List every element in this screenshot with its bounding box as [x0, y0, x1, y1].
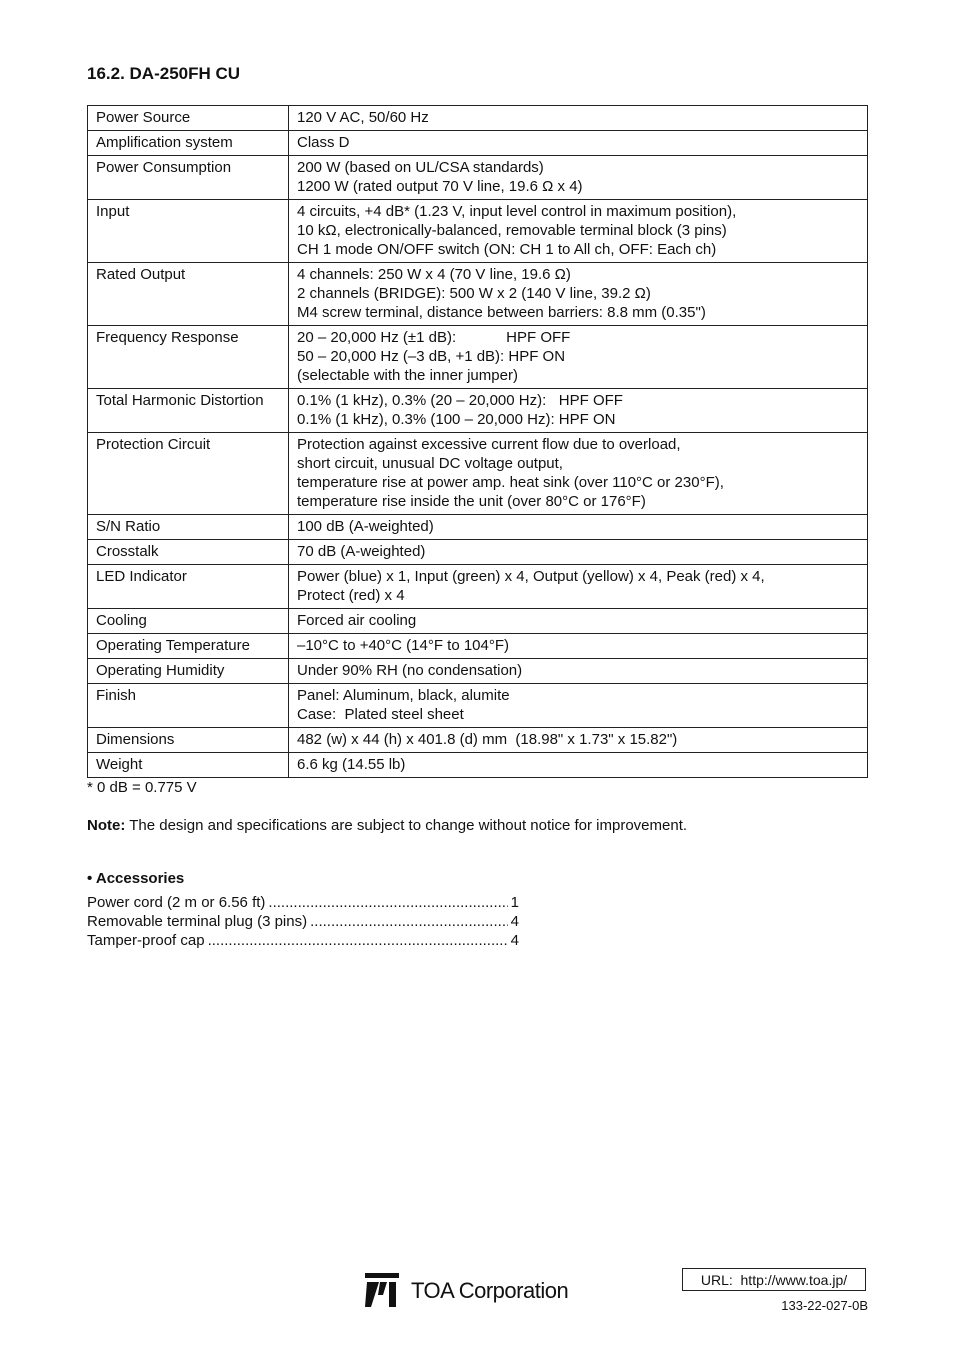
spec-row: [88, 326, 868, 389]
spec-value: [289, 156, 868, 200]
toa-logo: [365, 1273, 568, 1309]
spec-value-line: 200 W (based on UL/CSA standards): [297, 159, 544, 176]
spec-value-line: 4 circuits, +4 dB* (1.23 V, input level control in maximum position),: [297, 203, 737, 220]
spec-value-line: 0.1% (1 kHz), 0.3% (20 – 20,000 Hz): HPF OFF: [297, 392, 623, 409]
note: [87, 817, 687, 834]
spec-value-line: 4 channels: 250 W x 4 (70 V line, 19.6 Ω): [297, 266, 571, 283]
spec-label: Power Source: [88, 106, 289, 131]
spec-label: Cooling: [88, 609, 289, 634]
spec-value: [289, 389, 868, 433]
spec-value-line: Case: Plated steel sheet: [297, 706, 464, 723]
spec-value: [289, 326, 868, 389]
spec-row: [88, 659, 868, 684]
spec-label: Total Harmonic Distortion: [88, 389, 289, 433]
spec-row: [88, 609, 868, 634]
spec-value: [289, 634, 868, 659]
spec-label: Amplification system: [88, 131, 289, 156]
spec-value-line: temperature rise at power amp. heat sink (over 110°C or 230°F),: [297, 474, 724, 491]
spec-label: Dimensions: [88, 728, 289, 753]
spec-value-line: (selectable with the inner jumper): [297, 367, 518, 384]
spec-value-line: –10°C to +40°C (14°F to 104°F): [297, 637, 510, 654]
accessory-name: Power cord (2 m or 6.56 ft): [87, 894, 266, 911]
spec-value: [289, 200, 868, 263]
company-name: TOA Corporation: [411, 1278, 569, 1303]
spec-label: S/N Ratio: [88, 515, 289, 540]
spec-value: [289, 753, 868, 778]
spec-value-line: M4 screw terminal, distance between barriers: 8.8 mm (0.35"): [297, 304, 706, 321]
spec-value-line: Protect (red) x 4: [297, 587, 405, 604]
accessory-qty: 4: [510, 932, 519, 949]
spec-row: [88, 634, 868, 659]
spec-value-line: 482 (w) x 44 (h) x 401.8 (d) mm (18.98" x 1.73" x 15.82"): [297, 731, 678, 748]
dot-leader: [310, 912, 508, 931]
spec-value: [289, 433, 868, 515]
spec-row: [88, 515, 868, 540]
spec-value: [289, 106, 868, 131]
accessories-title: • Accessories: [87, 870, 185, 887]
accessories-list: [87, 893, 519, 950]
spec-value: [289, 609, 868, 634]
spec-label: Input: [88, 200, 289, 263]
spec-row: [88, 684, 868, 728]
accessory-name: Tamper-proof cap: [87, 932, 205, 949]
spec-row: [88, 728, 868, 753]
spec-table: [87, 105, 868, 778]
spec-label: Protection Circuit: [88, 433, 289, 515]
url-box: URL: http://www.toa.jp/: [682, 1268, 866, 1291]
dot-leader: [208, 931, 508, 950]
spec-label: Finish: [88, 684, 289, 728]
spec-value: [289, 565, 868, 609]
spec-value: [289, 540, 868, 565]
spec-row: [88, 433, 868, 515]
spec-value-line: 100 dB (A-weighted): [297, 518, 434, 535]
spec-value-line: Power (blue) x 1, Input (green) x 4, Output (yellow) x 4, Peak (red) x 4,: [297, 568, 765, 585]
accessory-item: [87, 931, 519, 950]
spec-row: [88, 565, 868, 609]
spec-value-line: Under 90% RH (no condensation): [297, 662, 523, 679]
spec-value-line: 6.6 kg (14.55 lb): [297, 756, 406, 773]
spec-value-line: Class D: [297, 134, 350, 151]
spec-row: [88, 540, 868, 565]
spec-value-line: Forced air cooling: [297, 612, 417, 629]
spec-row: [88, 131, 868, 156]
spec-row: [88, 106, 868, 131]
spec-value-line: Panel: Aluminum, black, alumite: [297, 687, 510, 704]
toa-logo-icon: [365, 1273, 399, 1309]
note-text: The design and specifications are subject to change without notice for improvement.: [125, 817, 688, 834]
spec-value: [289, 263, 868, 326]
accessory-qty: 1: [510, 894, 519, 911]
dot-leader: [268, 893, 507, 912]
spec-value-line: 20 – 20,000 Hz (±1 dB): HPF OFF: [297, 329, 571, 346]
footnote: * 0 dB = 0.775 V: [87, 779, 197, 796]
spec-label: Rated Output: [88, 263, 289, 326]
spec-value-line: Protection against excessive current flow due to overload,: [297, 436, 681, 453]
spec-value-line: short circuit, unusual DC voltage output,: [297, 455, 563, 472]
spec-row: [88, 200, 868, 263]
note-label: Note:: [87, 817, 126, 834]
spec-label: Operating Temperature: [88, 634, 289, 659]
spec-row: [88, 389, 868, 433]
spec-label: Weight: [88, 753, 289, 778]
accessory-item: [87, 893, 519, 912]
spec-value-line: 2 channels (BRIDGE): 500 W x 2 (140 V line, 39.2 Ω): [297, 285, 651, 302]
spec-value: [289, 131, 868, 156]
spec-label: LED Indicator: [88, 565, 289, 609]
accessory-name: Removable terminal plug (3 pins): [87, 913, 308, 930]
spec-value-line: 120 V AC, 50/60 Hz: [297, 109, 429, 126]
spec-value: [289, 684, 868, 728]
spec-value-line: CH 1 mode ON/OFF switch (ON: CH 1 to All ch, OFF: Each ch): [297, 241, 717, 258]
document-number: 133-22-027-0B: [781, 1298, 868, 1313]
section-heading: 16.2. DA-250FH CU: [87, 64, 241, 83]
spec-row: [88, 156, 868, 200]
accessory-qty: 4: [510, 913, 519, 930]
spec-value-line: 10 kΩ, electronically-balanced, removable terminal block (3 pins): [297, 222, 727, 239]
spec-value-line: 50 – 20,000 Hz (–3 dB, +1 dB): HPF ON: [297, 348, 566, 365]
spec-row: [88, 753, 868, 778]
spec-label: Operating Humidity: [88, 659, 289, 684]
spec-label: Power Consumption: [88, 156, 289, 200]
spec-value: [289, 659, 868, 684]
spec-label: Frequency Response: [88, 326, 289, 389]
spec-value: [289, 728, 868, 753]
accessory-item: [87, 912, 519, 931]
spec-value-line: 0.1% (1 kHz), 0.3% (100 – 20,000 Hz): HPF ON: [297, 411, 616, 428]
spec-value-line: 1200 W (rated output 70 V line, 19.6 Ω x 4): [297, 178, 583, 195]
spec-value: [289, 515, 868, 540]
spec-label: Crosstalk: [88, 540, 289, 565]
spec-row: [88, 263, 868, 326]
spec-value-line: 70 dB (A-weighted): [297, 543, 426, 560]
spec-value-line: temperature rise inside the unit (over 80°C or 176°F): [297, 493, 646, 510]
